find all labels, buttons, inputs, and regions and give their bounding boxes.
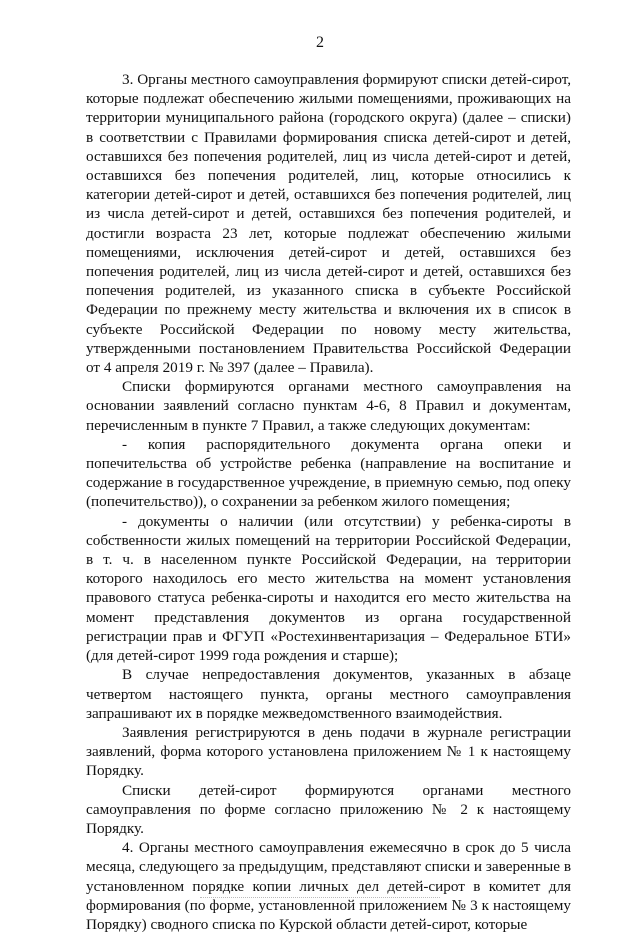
- footer-divider: [200, 897, 440, 898]
- paragraph-item-4: 4. Органы местного самоуправления ежемесячно в срок до 5 числа месяца, следующего за предыдущим, представляют списки и заверенные в установленном порядке копии личных дел детей-сирот в комитет для формирования (по форме, установленной приложением № 3 к настоящему Порядку) сводного списка по Курской области детей-сирот, которые: [86, 839, 571, 933]
- paragraph-guardianship-copy: - копия распорядительного документа органа опеки и попечительства об устройстве ребенка (направление на воспитание и содержание в государственное учреждение, в приемную семью, под опеку (попечительство)), о сохранении за ребенком жилого помещения;: [86, 435, 571, 511]
- page-number: 2: [316, 34, 324, 51]
- paragraph-form-lists: Списки детей-сирот формируются органами местного самоуправления по форме согласно приложению № 2 к настоящему Порядку.: [86, 781, 571, 837]
- paragraph-registration: Заявления регистрируются в день подачи в журнале регистрации заявлений, форма которого установлена приложением № 1 к настоящему Порядку.: [86, 723, 571, 780]
- document-body: [86, 70, 571, 934]
- paragraph-item-3: 3. Органы местного самоуправления формируют списки детей-сирот, которые подлежат обеспечению жилыми помещениями, проживающих на территории муниципального района (городского округа) (далее – списки) в соответствии с Правилами формирования списка детей-сирот и детей, оставшихся без попечения родителей, лиц из числа детей-сирот и детей, оставшихся без попечения родителей, лиц, которые относились к категории детей-сирот и детей, оставшихся без попечения родителей, лиц из числа детей-сирот и детей, оставшихся без попечения родителей, и достигли возраста 23 лет, которые подлежат обеспечению жилыми помещениями, исключения детей-сирот и детей, оставшихся без попечения родителей, лиц из числа детей-сирот и детей, оставшихся без попечения родителей, из указанного списка в субъекте Российской Федерации по прежнему месту жительства и включения их в список в субъекте Российской Федерации по новому месту жительства, утвержденными постановлением Правительства Российской Федерации от 4 апреля 2019 г. № 397 (далее – Правила).: [86, 71, 571, 377]
- paragraph-lists-basis: Списки формируются органами местного самоуправления на основании заявлений согласно пунктам 4-6, 8 Правил и документам, перечисленным в пункте 7 Правил, а также следующих документам:: [86, 378, 571, 434]
- paragraph-interagency-request: В случае непредоставления документов, указанных в абзаце четвертом настоящего пункта, органы местного самоуправления запрашивают их в порядке межведомственного взаимодействия.: [86, 666, 571, 722]
- paragraph-property-documents: - документы о наличии (или отсутствии) у ребенка-сироты в собственности жилых помещений на территории Российской Федерации, в т. ч. в населенном пункте Российской Федерации, на территории которого находилось его место жительства на момент установления правового статуса ребенка-сироты и находится его место жительства на момент представления документов из органа государственной регистрации прав и ФГУП «Ростехинвентаризация – Федеральное БТИ» (для детей-сирот 1999 года рождения и старше);: [86, 512, 571, 665]
